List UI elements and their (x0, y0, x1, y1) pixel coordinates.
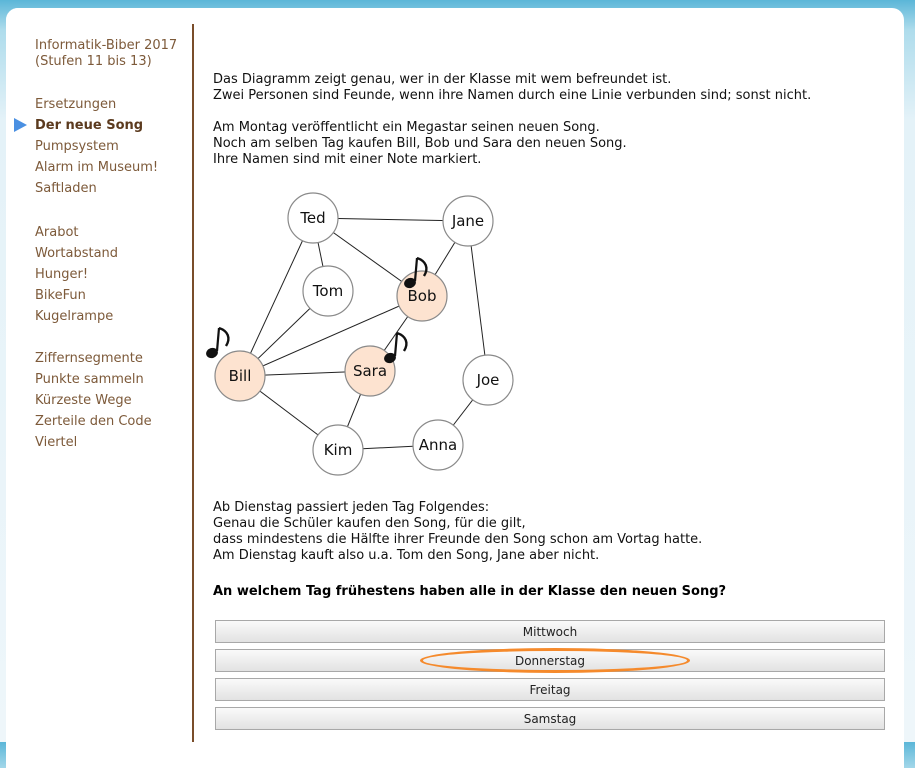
contest-title-line1[interactable]: Informatik-Biber 2017 (35, 38, 178, 53)
sidebar-item-alarm-im-museum[interactable]: Alarm im Museum! (35, 160, 159, 175)
answer-button-donnerstag[interactable]: Donnerstag (215, 649, 885, 672)
friendship-graph (200, 185, 520, 485)
sidebar-item-punkte-sammeln[interactable]: Punkte sammeln (35, 372, 144, 387)
music-note-icon (205, 328, 229, 360)
node-bob (397, 271, 447, 321)
text-line: Zwei Personen sind Feunde, wenn ihre Namen durch eine Linie verbunden sind; sonst nicht. (213, 88, 812, 103)
contest-title (35, 38, 177, 70)
sidebar-item-der-neue-song[interactable]: Der neue Song (35, 118, 144, 133)
task-description (213, 72, 893, 184)
sidebar-item-viertel[interactable]: Viertel (35, 435, 78, 450)
node-label-ted: Ted (300, 209, 326, 227)
graph-edges (240, 218, 488, 450)
sidebar-group-1 (35, 94, 158, 199)
sidebar-item-ersetzungen[interactable]: Ersetzungen (35, 97, 117, 112)
sidebar-item-saftladen[interactable]: Saftladen (35, 181, 97, 196)
sidebar-item-hunger[interactable]: Hunger! (35, 267, 89, 282)
sidebar-item-pumpsystem[interactable]: Pumpsystem (35, 139, 119, 154)
rules-paragraph (213, 500, 702, 564)
question-text: An welchem Tag frühestens haben alle in der Klasse den neuen Song? (213, 584, 727, 599)
text-line: Noch am selben Tag kaufen Bill, Bob und Sara den neuen Song. (213, 136, 627, 151)
node-sara (345, 346, 395, 396)
text-line: Am Dienstag kauft also u.a. Tom den Song, Jane aber nicht. (213, 548, 600, 563)
edge-ted-bill (240, 218, 313, 376)
node-label-bill: Bill (228, 367, 252, 385)
music-note-icon (383, 333, 407, 365)
text-line: dass mindestens die Hälfte ihrer Freunde den Song schon am Vortag hatte. (213, 532, 703, 547)
sidebar-item-zerteile-den-code[interactable]: Zerteile den Code (35, 414, 152, 429)
node-bill (215, 351, 265, 401)
text-line: Ihre Namen sind mit einer Note markiert. (213, 152, 482, 167)
node-label-kim: Kim (323, 441, 353, 459)
text-line: Am Montag veröffentlicht ein Megastar seinen neuen Song. (213, 120, 600, 135)
node-label-joe: Joe (476, 371, 500, 389)
contest-title-line2: (Stufen 11 bis 13) (35, 54, 152, 69)
answer-button-samstag[interactable]: Samstag (215, 707, 885, 730)
answer-button-mittwoch[interactable]: Mittwoch (215, 620, 885, 643)
node-label-jane: Jane (451, 212, 485, 230)
text-line: Genau die Schüler kaufen den Song, für die gilt, (213, 516, 526, 531)
node-jane (443, 196, 493, 246)
answer-button-freitag[interactable]: Freitag (215, 678, 885, 701)
node-label-sara: Sara (352, 362, 388, 380)
node-label-anna: Anna (418, 436, 458, 454)
node-joe (463, 355, 513, 405)
node-kim (313, 425, 363, 475)
node-label-bob: Bob (407, 287, 437, 305)
sidebar-item-kuerzeste-wege[interactable]: Kürzeste Wege (35, 393, 132, 408)
text-line: Ab Dienstag passiert jeden Tag Folgendes: (213, 500, 490, 515)
monday-paragraph (213, 120, 893, 168)
sidebar-item-arabot[interactable]: Arabot (35, 225, 79, 240)
sidebar-divider (192, 24, 194, 742)
intro-paragraph (213, 72, 893, 104)
text-line: Das Diagramm zeigt genau, wer in der Klasse mit wem befreundet ist. (213, 72, 672, 87)
sidebar-item-ziffernsegmente[interactable]: Ziffernsegmente (35, 351, 143, 366)
node-tom (303, 266, 353, 316)
sidebar-group-3 (35, 348, 152, 453)
sidebar-item-bikefun[interactable]: BikeFun (35, 288, 86, 303)
triangle-right-icon (14, 118, 27, 132)
sidebar-item-kugelrampe[interactable]: Kugelrampe (35, 309, 114, 324)
sidebar-item-wortabstand[interactable]: Wortabstand (35, 246, 119, 261)
node-label-tom: Tom (312, 282, 344, 300)
sidebar-group-2 (35, 222, 118, 327)
node-ted (288, 193, 338, 243)
node-anna (413, 420, 463, 470)
